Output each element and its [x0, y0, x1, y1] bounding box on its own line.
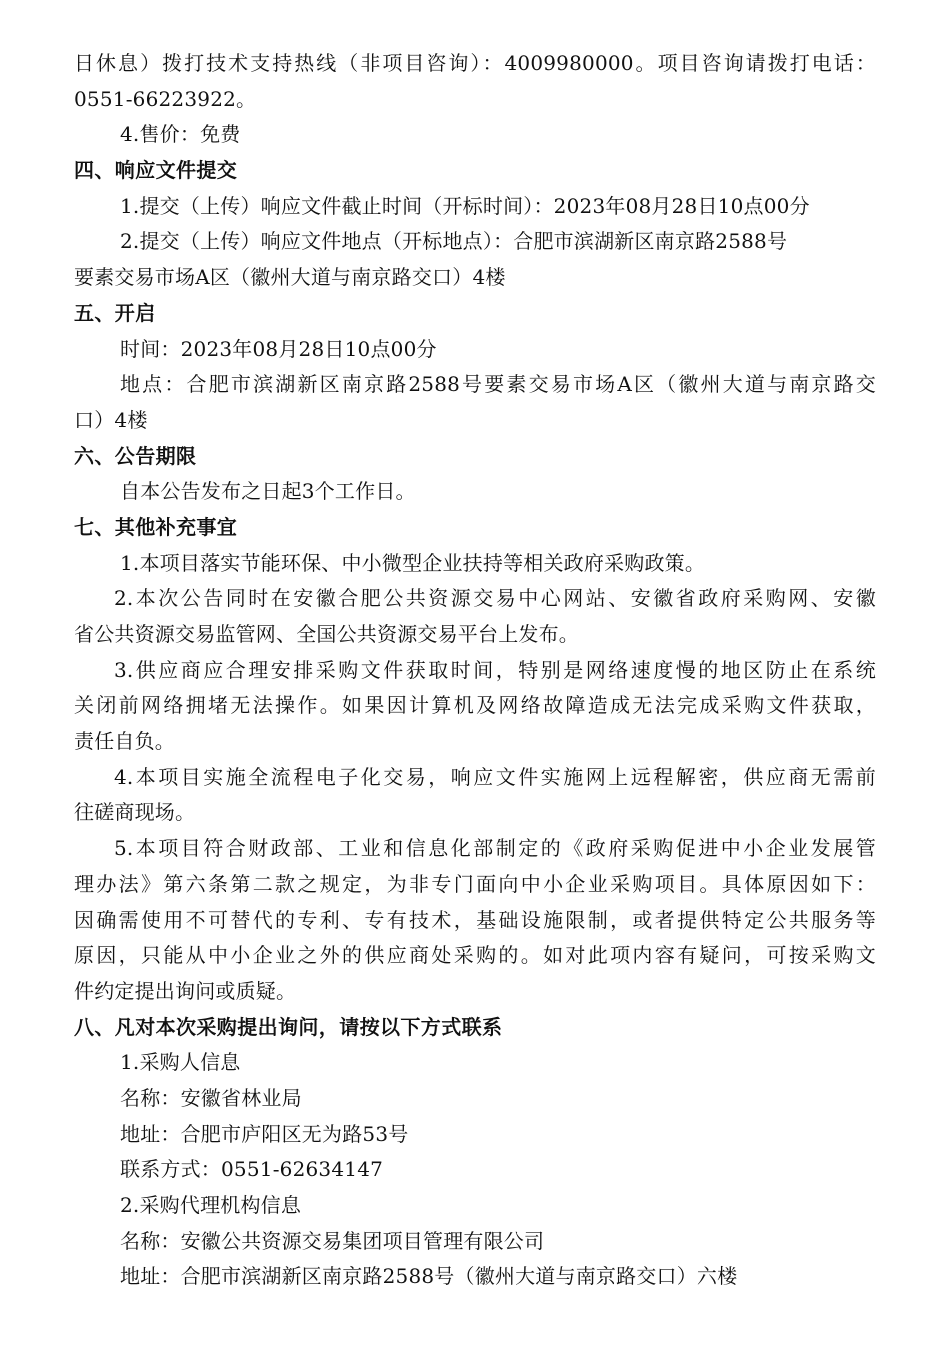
section-heading: 五、开启 [74, 300, 156, 325]
section-heading: 八、凡对本次采购提出询问，请按以下方式联系 [74, 1014, 503, 1039]
text-line: 名称：安徽公共资源交易集团项目管理有限公司 [120, 1228, 545, 1253]
section-heading: 七、其他补充事宜 [74, 514, 238, 539]
text-line: 省公共资源交易监管网、全国公共资源交易平台上发布。 [74, 622, 579, 646]
text-line: 原因，只能从中小企业之外的供应商处采购的。如对此项内容有疑问，可按采购文 [74, 943, 876, 968]
text-line: 5.本项目符合财政部、工业和信息化部制定的《政府采购促进中小企业发展管 [114, 836, 876, 861]
text-line: 4.本项目实施全流程电子化交易，响应文件实施网上远程解密，供应商无需前 [114, 764, 876, 789]
text-line: 地点：合肥市滨湖新区南京路2588号要素交易市场A区（徽州大道与南京路交 [120, 372, 876, 397]
text-line: 2.本次公告同时在安徽合肥公共资源交易中心网站、安徽省政府采购网、安徽 [114, 586, 876, 611]
text-line: 口）4楼 [74, 407, 148, 432]
text-line: 地址：合肥市滨湖新区南京路2588号（徽州大道与南京路交口）六楼 [120, 1264, 738, 1289]
text-line: 日休息）拨打技术支持热线（非项目咨询）：4009980000。项目咨询请拨打电话： [74, 51, 876, 75]
text-line: 自本公告发布之日起3个工作日。 [120, 479, 416, 504]
text-line: 2.采购代理机构信息 [120, 1193, 302, 1217]
text-line: 2.提交（上传）响应文件地点（开标地点）：合肥市滨湖新区南京路2588号 [120, 229, 788, 254]
text-line: 关闭前网络拥堵无法操作。如果因计算机及网络故障造成无法完成采购文件获取， [74, 693, 876, 718]
text-line: 地址：合肥市庐阳区无为路53号 [120, 1121, 409, 1146]
text-line: 1.提交（上传）响应文件截止时间（开标时间）：2023年08月28日10点00分 [120, 193, 810, 218]
text-line: 名称：安徽省林业局 [120, 1085, 302, 1110]
text-line: 联系方式：0551-62634147 [120, 1157, 384, 1182]
section-heading: 四、响应文件提交 [74, 158, 238, 183]
text-line: 时间：2023年08月28日10点00分 [120, 336, 437, 361]
document-body [74, 46, 876, 1295]
text-line: 理办法》第六条第二款之规定，为非专门面向中小企业采购项目。具体原因如下： [74, 871, 876, 896]
text-line: 1.采购人信息 [120, 1050, 241, 1075]
text-line: 件约定提出询问或质疑。 [74, 978, 297, 1003]
text-line: 要素交易市场A区（徽州大道与南京路交口）4楼 [74, 265, 506, 290]
text-line: 责任自负。 [74, 729, 175, 754]
text-line: 1.本项目落实节能环保、中小微型企业扶持等相关政府采购政策。 [120, 550, 706, 575]
text-line: 3.供应商应合理安排采购文件获取时间，特别是网络速度慢的地区防止在系统 [114, 657, 876, 682]
text-line: 0551-66223922。 [74, 86, 257, 111]
text-line: 往磋商现场。 [74, 800, 196, 825]
text-line: 4.售价：免费 [120, 122, 241, 147]
text-line: 因确需使用不可替代的专利、专有技术，基础设施限制，或者提供特定公共服务等 [74, 907, 876, 932]
section-heading: 六、公告期限 [74, 443, 197, 468]
